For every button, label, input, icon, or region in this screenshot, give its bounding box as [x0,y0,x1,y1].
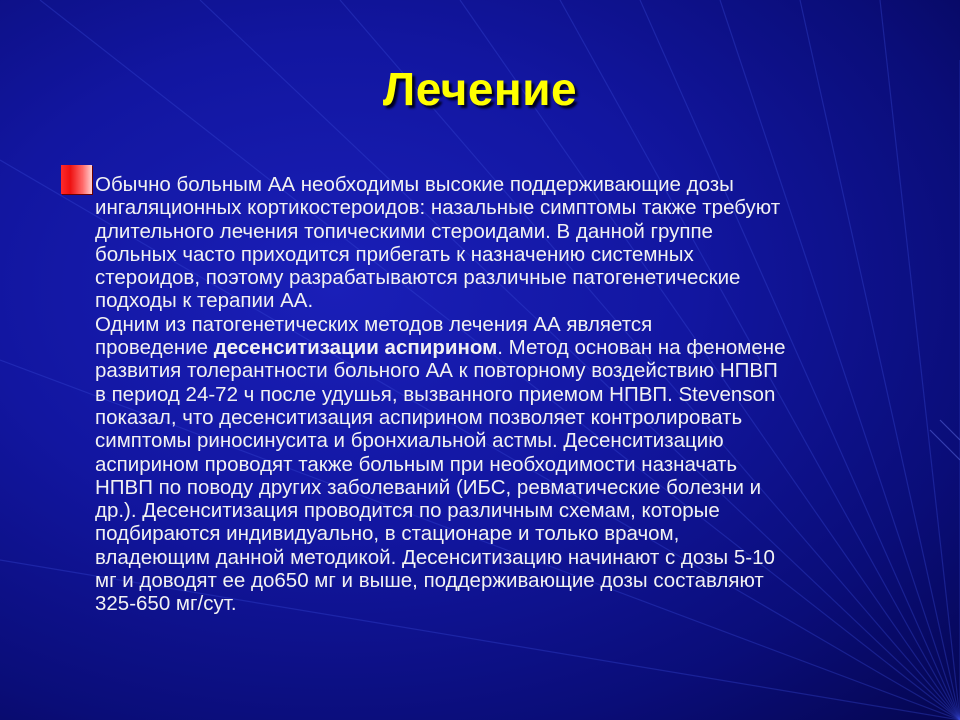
text-line: подбираются индивидуально, в стационаре и только врачом, [95,522,680,546]
text-line: симптомы риносинусита и бронхиальной астмы. Десенситизацию [95,429,724,453]
bullet-square-icon [61,165,92,194]
text-line: развития толерантности больного АА к повторному воздействию НПВП [95,359,778,383]
text-line: НПВП по поводу других заболеваний (ИБС, ревматические болезни и [95,475,762,499]
text-line: показал, что десенситизация аспирином позволяет контролировать [95,405,743,429]
text-line: ингаляционных кортикостероидов: назальные симптомы также требуют [95,196,781,220]
paragraph-2 [95,313,915,616]
text-line: 325-650 мг/сут. [95,592,237,616]
text-line: аспирином проводят также больным при необходимости назначать [95,452,738,476]
text-segment: . Метод основан на феномене [497,336,786,360]
text-line: в период 24-72 ч после удушья, вызванного приемом НПВП. Stevenson [95,382,776,406]
text-line: больных часто приходится прибегать к назначению системных [95,242,694,266]
text-line: владеющим данной методикой. Десенситизацию начинают с дозы 5-10 [95,545,775,569]
text-line: подходы к терапии АА. [95,289,314,313]
text-line [95,336,915,359]
text-line: мг и доводят ее до650 мг и выше, поддерживающие дозы составляют [95,569,764,593]
emphasis-desensitization: десенситизации аспирином [213,336,498,360]
text-line: др.). Десенситизация проводится по различным схемам, которые [95,499,720,523]
text-line: длительного лечения топическими стероидами. В данной группе [95,219,713,243]
text-line: Одним из патогенетических методов лечения АА является [95,312,653,336]
text-segment: проведение [95,336,214,360]
text-line: стероидов, поэтому разрабатываются различные патогенетические [95,266,741,290]
slide-body [95,173,915,616]
slide-title: Лечение [382,63,578,115]
text-line: Обычно больным АА необходимы высокие поддерживающие дозы [95,173,734,196]
paragraph-1 [95,173,915,313]
